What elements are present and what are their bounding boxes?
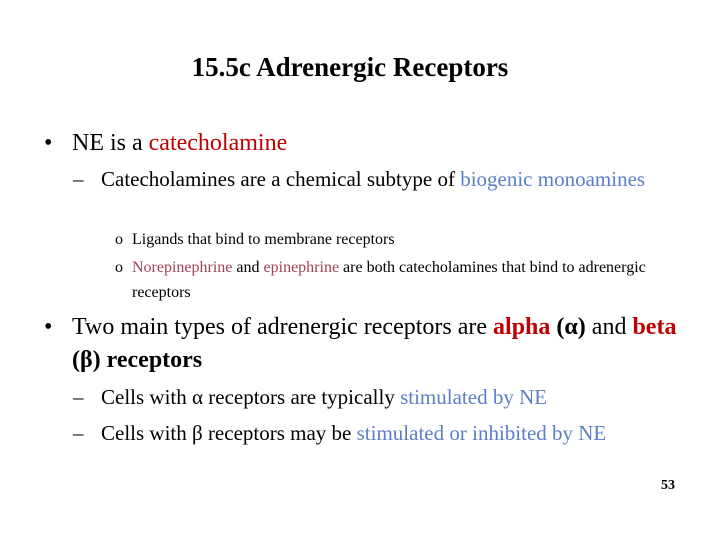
sub-sub-bullet-ligands [115,227,692,252]
beta-term: beta [632,314,677,340]
bullet-ne-catecholamine [44,127,697,160]
dash-marker: – [73,385,84,409]
bullet-text: NE is a [72,130,149,156]
page-number: 53 [661,478,675,493]
receptor-types-text: Two main types of adrenergic receptors are [72,314,494,340]
alpha-symbol: (α) [550,314,586,340]
epinephrine-term: epinephrine [263,259,340,276]
circle-marker: o [115,231,123,248]
alpha-cells-text: Cells with α receptors are typically [101,385,401,409]
catecholamine-term: catecholamine [148,130,288,156]
stimulated-by-ne: stimulated by NE [400,385,548,409]
slide-title: 15.5c Adrenergic Receptors [191,52,509,82]
beta-cells-text: Cells with β receptors may be [101,421,357,445]
dash-marker: – [73,167,84,191]
sub-bullet-beta-cells [73,419,681,448]
sub-bullet-alpha-cells [73,383,681,412]
circle-marker: o [115,259,123,276]
receptors-text: receptors [100,347,203,373]
alpha-term: alpha [493,314,551,340]
sub-bullet-catecholamines [73,165,681,194]
sub-bullet-text: Catecholamines are a chemical subtype of [101,167,461,191]
ligands-text: Ligands that bind to membrane receptors [132,231,395,248]
bullet-marker: • [44,130,53,156]
catecholamines-bind-text: are both catecholamines that bind to adrenergic receptors [132,259,646,301]
dash-marker: – [73,421,84,445]
beta-symbol: (β) [72,347,101,373]
stimulated-or-inhibited-by-ne: stimulated or inhibited by NE [356,421,607,445]
and-text: and [585,314,633,340]
norepinephrine-term: Norepinephrine [132,259,233,276]
bullet-receptor-types [44,311,697,377]
and-text: and [232,259,264,276]
bullet-marker: • [44,314,53,340]
biogenic-monoamines-term: biogenic monoamines [460,167,646,191]
sub-sub-bullet-norepinephrine [115,255,692,305]
